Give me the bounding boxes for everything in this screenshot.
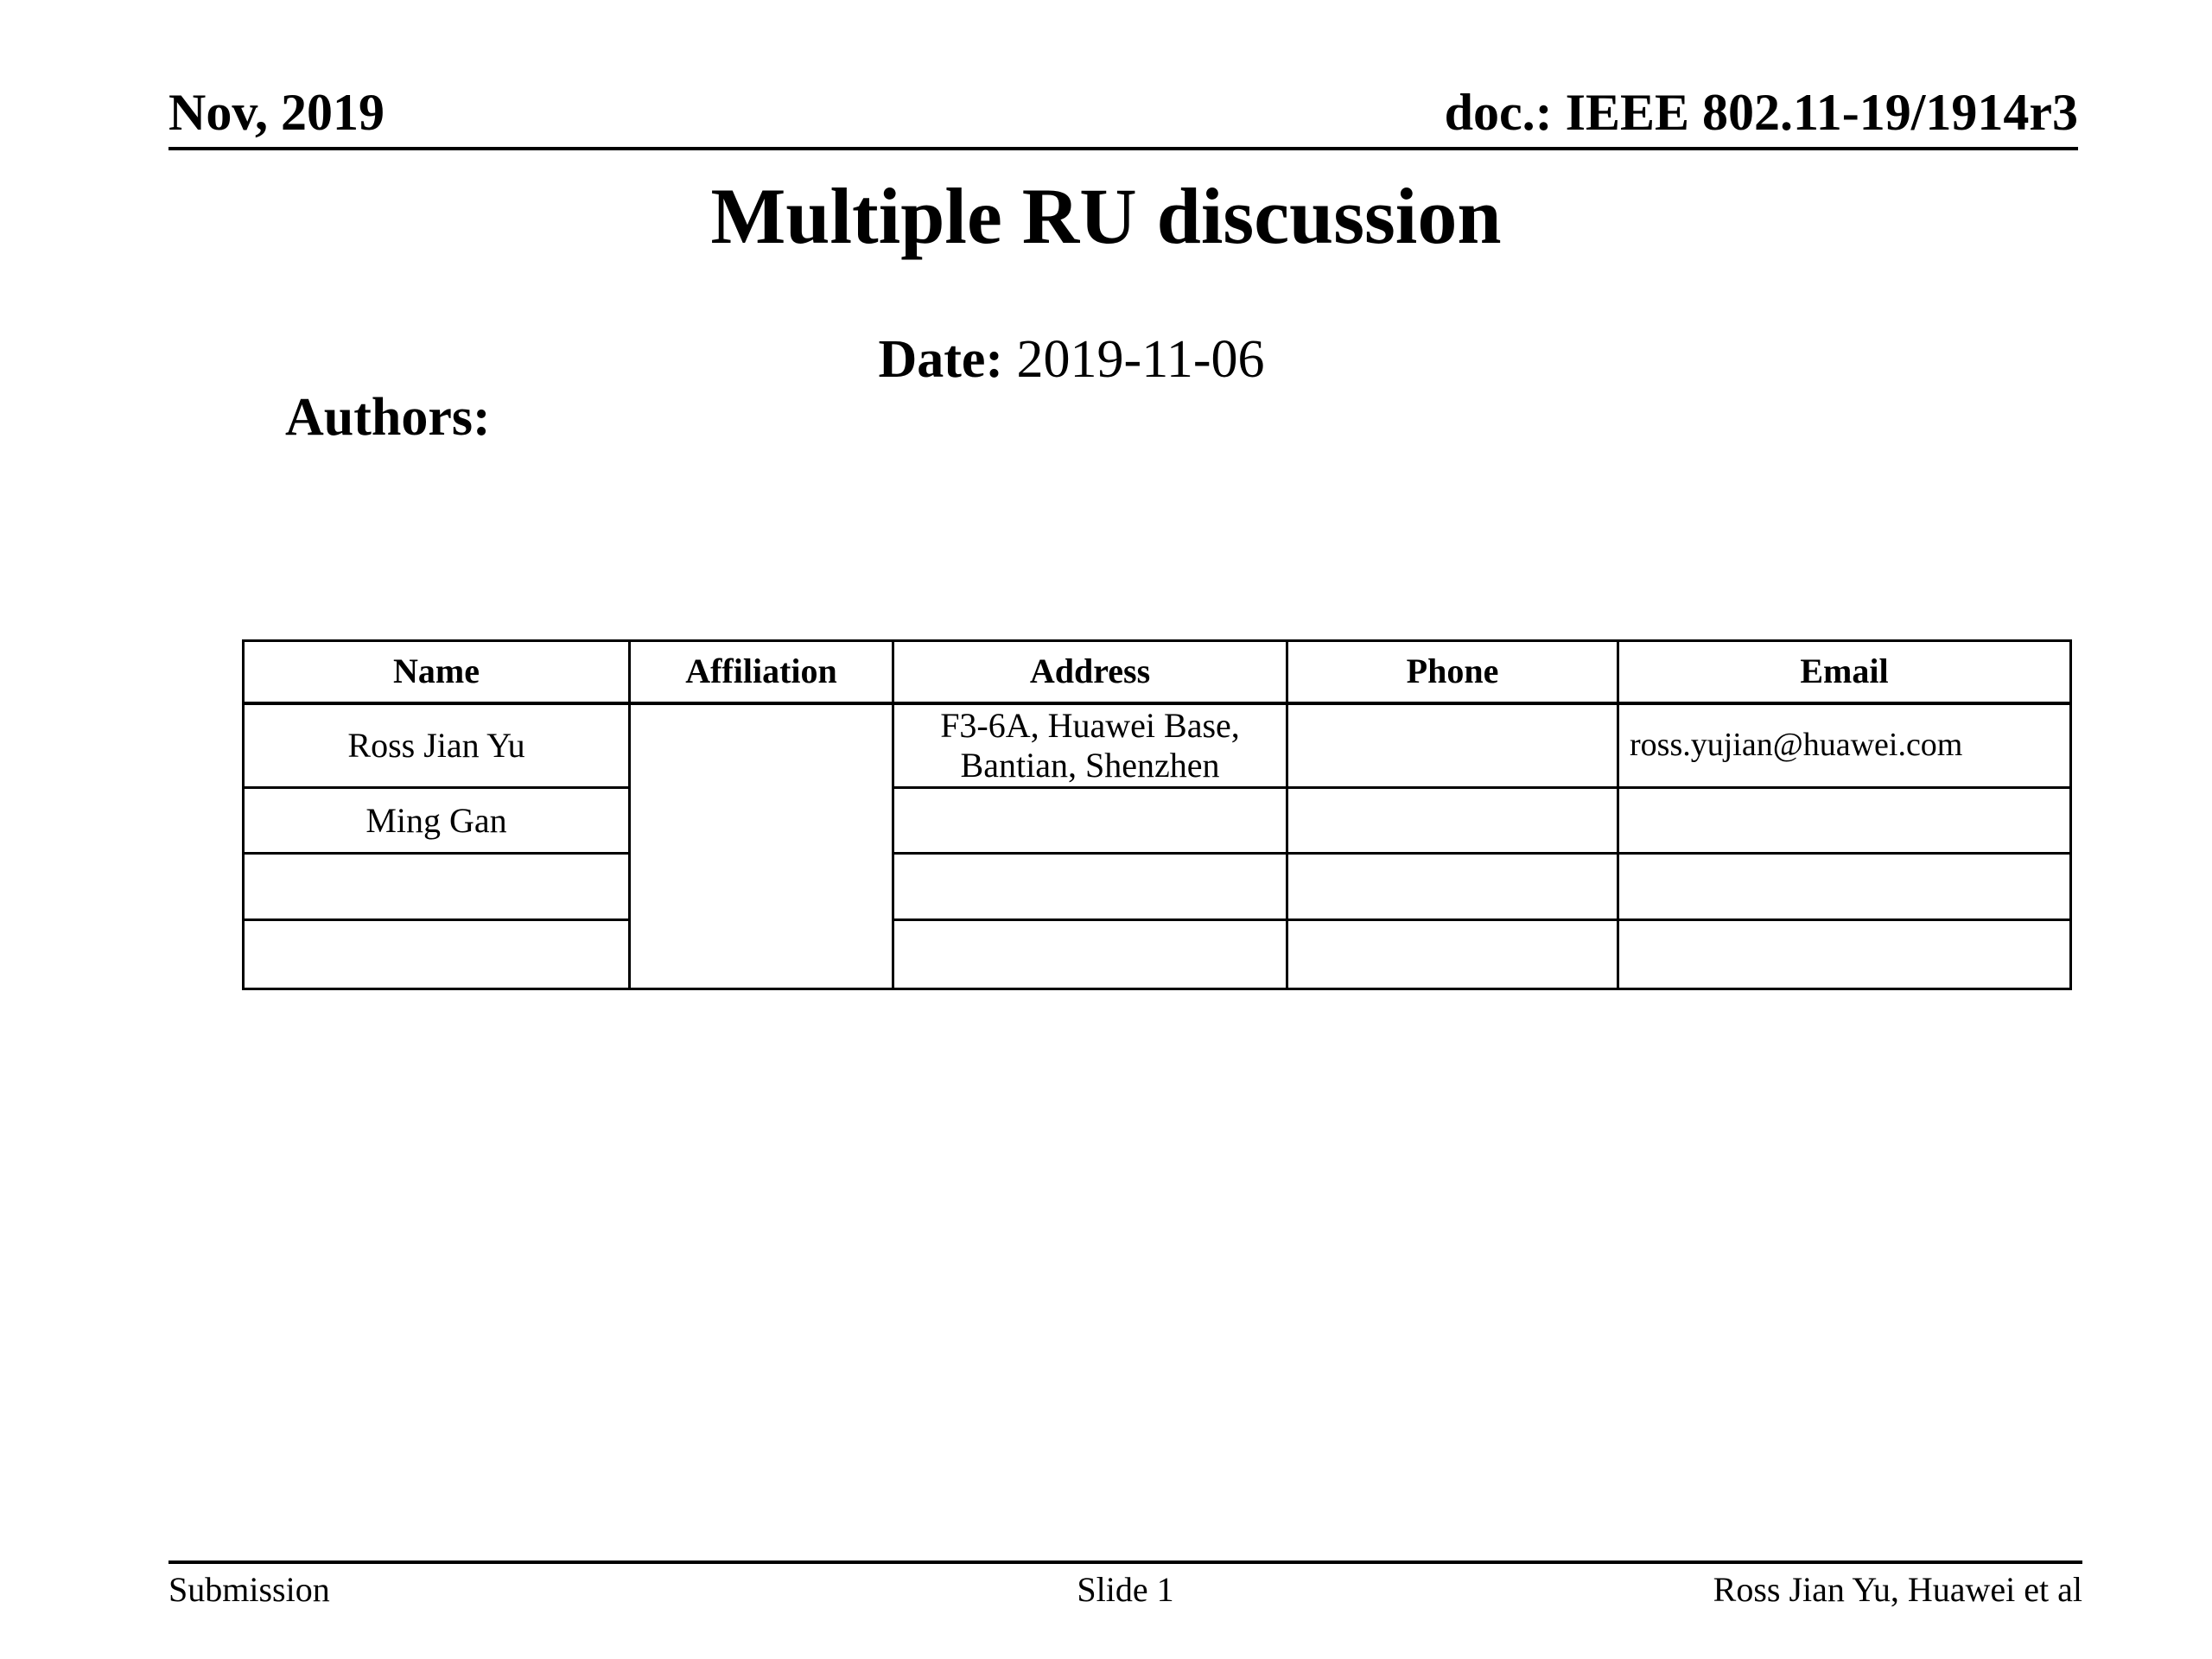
cell-phone xyxy=(1287,703,1618,788)
cell-address xyxy=(893,703,1287,788)
cell-email xyxy=(1618,788,2071,854)
cell-address xyxy=(893,920,1287,989)
table-row xyxy=(244,920,2071,989)
col-header-address: Address xyxy=(893,641,1287,703)
col-header-affiliation: Affiliation xyxy=(630,641,893,703)
slide-header xyxy=(168,86,2078,150)
cell-phone xyxy=(1287,920,1618,989)
cell-name xyxy=(244,920,630,989)
cell-address xyxy=(893,788,1287,854)
footer-slide-number: Slide 1 xyxy=(1077,1570,1174,1609)
cell-email xyxy=(1618,920,2071,989)
date-label: Date: xyxy=(878,330,1004,389)
cell-name xyxy=(244,854,630,920)
table-row xyxy=(244,703,2071,788)
footer-author: Ross Jian Yu, Huawei et al xyxy=(1713,1570,2082,1609)
cell-phone xyxy=(1287,788,1618,854)
cell-affiliation-merged xyxy=(630,703,893,989)
authors-label: Authors: xyxy=(285,388,491,447)
address-line-1: F3-6A, Huawei Base, xyxy=(940,705,1240,745)
table-row xyxy=(244,788,2071,854)
cell-email xyxy=(1618,854,2071,920)
col-header-phone: Phone xyxy=(1287,641,1618,703)
cell-phone xyxy=(1287,854,1618,920)
authors-table xyxy=(242,639,2072,990)
slide-footer xyxy=(168,1560,2082,1607)
col-header-name: Name xyxy=(244,641,630,703)
slide-title: Multiple RU discussion xyxy=(710,172,1502,260)
cell-name: Ross Jian Yu xyxy=(244,703,630,788)
cell-name: Ming Gan xyxy=(244,788,630,854)
col-header-email: Email xyxy=(1618,641,2071,703)
date-value: 2019-11-06 xyxy=(1016,330,1265,389)
footer-submission: Submission xyxy=(168,1570,330,1609)
cell-address xyxy=(893,854,1287,920)
header-date: Nov, 2019 xyxy=(168,84,385,141)
date-line xyxy=(0,330,2143,389)
cell-email: ross.yujian@huawei.com xyxy=(1618,703,2071,788)
table-header-row xyxy=(244,641,2071,703)
table-row xyxy=(244,854,2071,920)
address-line-2: Bantian, Shenzhen xyxy=(960,745,1220,785)
header-doc-number: doc.: IEEE 802.11-19/1914r3 xyxy=(1444,84,2078,141)
